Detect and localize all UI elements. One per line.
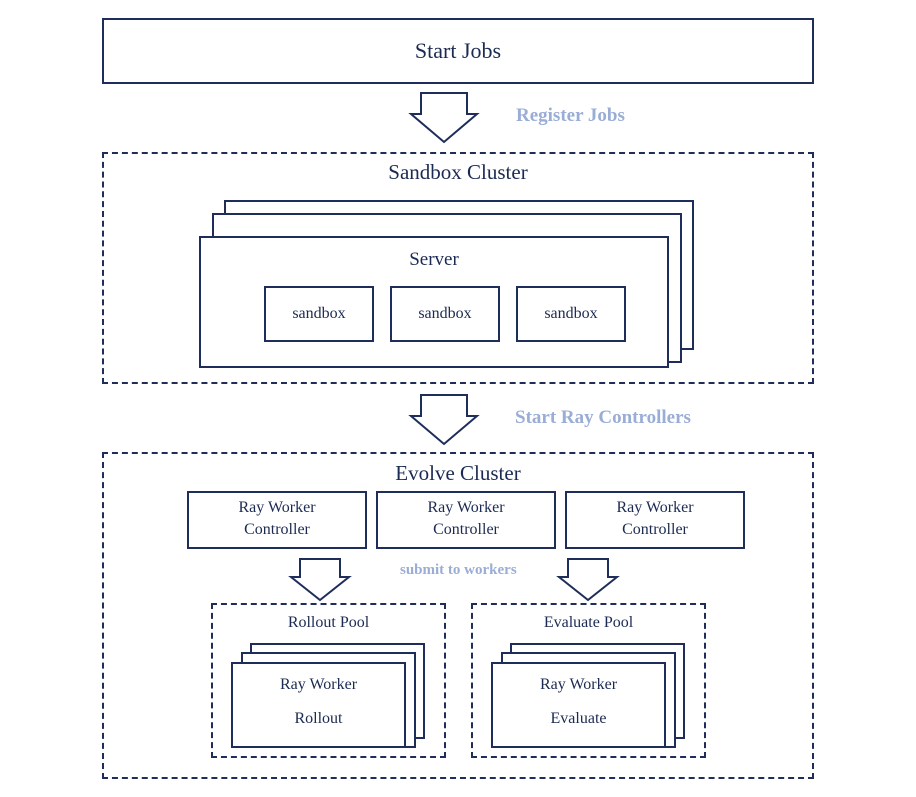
start-jobs-label: Start Jobs: [414, 38, 502, 63]
rollout-worker-label-line1: Ray Worker: [279, 676, 358, 693]
arrow-register-jobs: [409, 92, 479, 144]
controller-1-label-line2: Controller: [244, 521, 310, 538]
sandbox-2-label: sandbox: [418, 305, 472, 322]
arrow-label-submit-to-workers: submit to workers: [400, 562, 517, 578]
node-ray-worker-controller-2: [376, 491, 556, 549]
controller-3-label-line2: Controller: [622, 521, 688, 538]
controller-2-label-line1: Ray Worker: [427, 499, 505, 516]
arrow-submit-rollout: [289, 558, 351, 602]
arrow-label-start-ray-controllers: Start Ray Controllers: [515, 407, 691, 428]
controller-3-label-line1: Ray Worker: [616, 499, 694, 516]
sandbox-cluster-label: Sandbox Cluster: [388, 160, 528, 184]
node-sandbox-1: [264, 286, 374, 342]
evaluate-pool-label: Evaluate Pool: [543, 614, 634, 631]
arrow-label-register-jobs: Register Jobs: [516, 105, 625, 126]
node-sandbox-3: [516, 286, 626, 342]
server-label: Server: [409, 249, 459, 270]
sandbox-3-label: sandbox: [544, 305, 598, 322]
node-sandbox-2: [390, 286, 500, 342]
controller-2-label-line2: Controller: [433, 521, 499, 538]
evolve-cluster-label: Evolve Cluster: [395, 461, 521, 485]
node-ray-worker-rollout: [231, 662, 406, 748]
evaluate-worker-label-line1: Ray Worker: [539, 676, 618, 693]
sandbox-1-label: sandbox: [292, 305, 346, 322]
node-ray-worker-controller-1: [187, 491, 367, 549]
arrow-start-ray-controllers: [409, 394, 479, 446]
rollout-pool-label: Rollout Pool: [287, 614, 370, 631]
evaluate-worker-label-line2: Evaluate: [550, 710, 607, 727]
node-start-jobs: [102, 18, 814, 84]
node-ray-worker-controller-3: [565, 491, 745, 549]
arrow-submit-evaluate: [557, 558, 619, 602]
rollout-worker-label-line2: Rollout: [294, 710, 343, 727]
controller-1-label-line1: Ray Worker: [238, 499, 316, 516]
node-ray-worker-evaluate: [491, 662, 666, 748]
